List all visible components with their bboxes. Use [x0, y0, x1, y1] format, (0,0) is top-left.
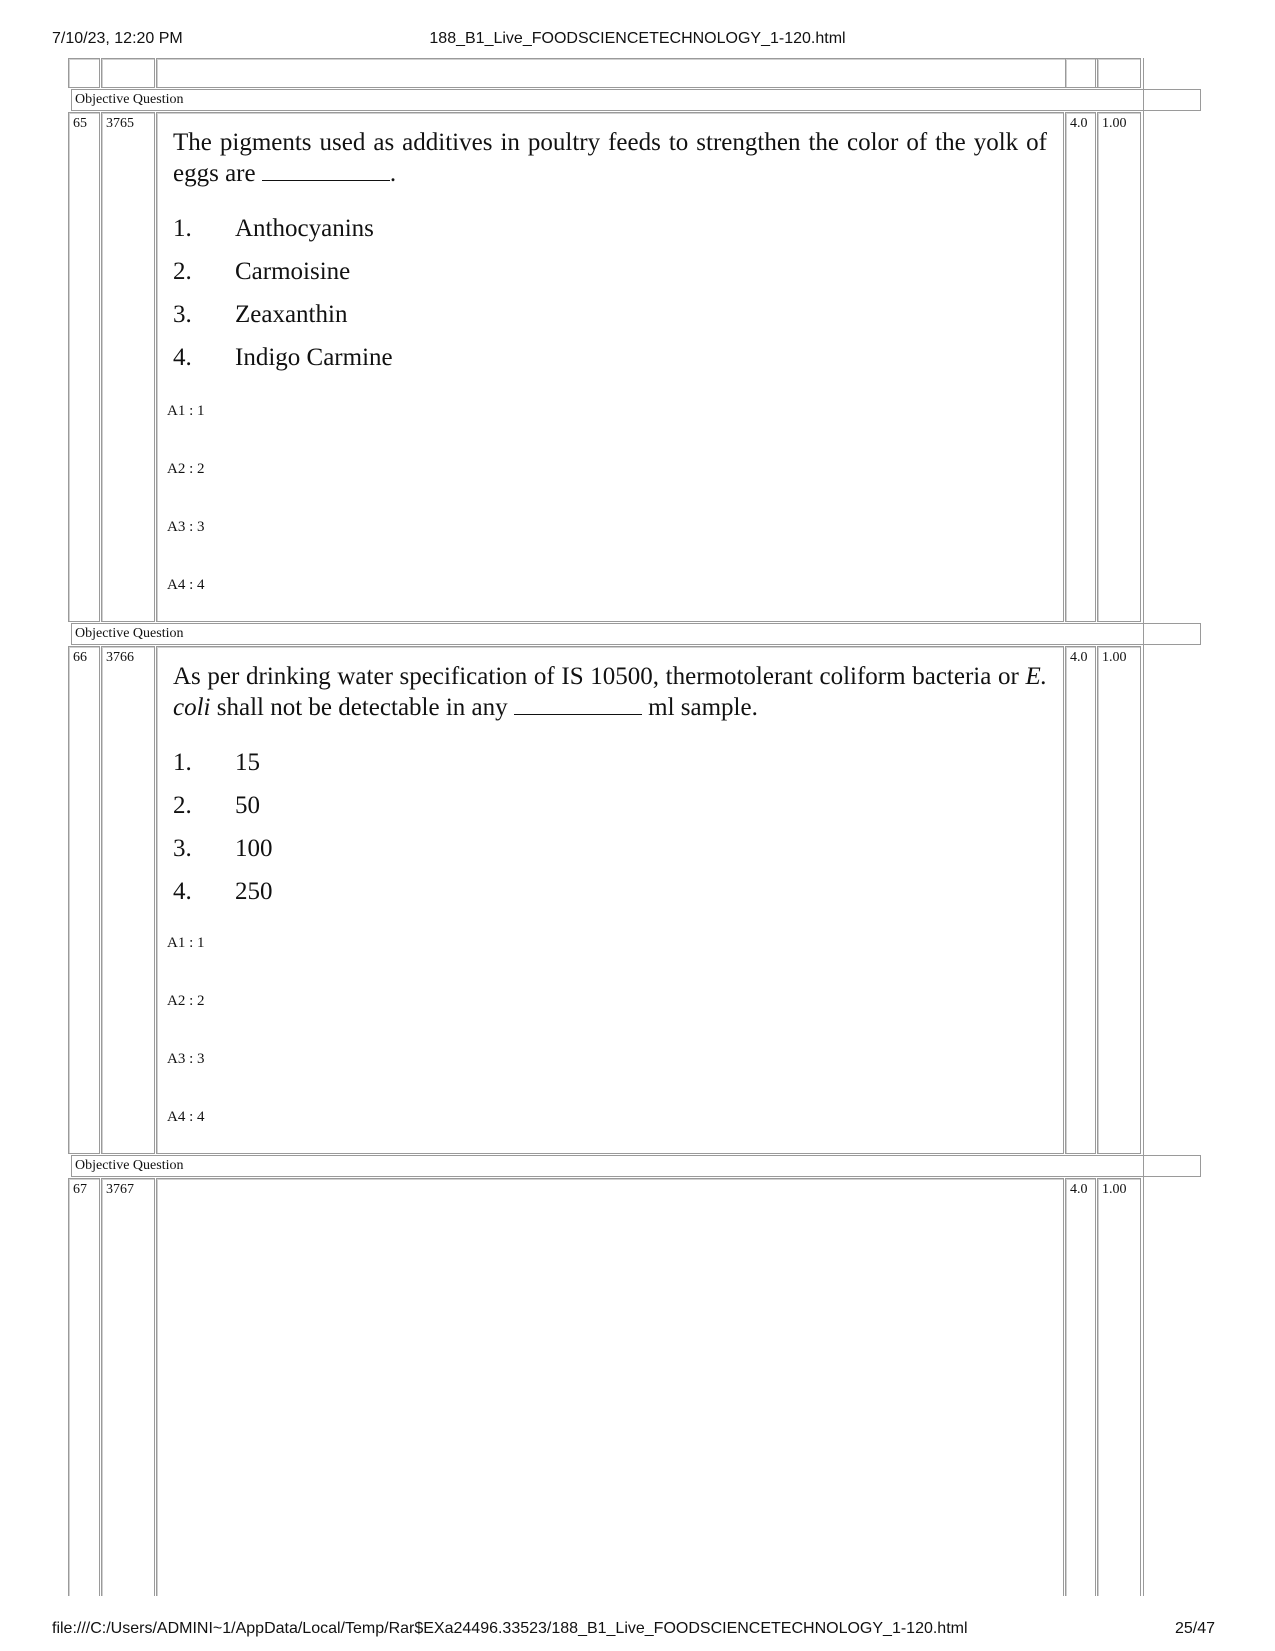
question-body-cell: As per drinking water specification of IS 10500, thermotolerant coliform bacteria or E. coli shall not be detectable in any ml sample. 1. 15 2. 50 3. 100 4. 250 A1 : 1 A2 : 2 A3 : 3 A4 : 4: [156, 646, 1064, 1154]
answer-key: A3 : 3: [167, 519, 205, 535]
question-text: As per drinking water specification of IS 10500, thermotolerant coliform bacteria or E. coli shall not be detectable in any ml sample.: [173, 663, 1047, 721]
answer-key: A1 : 1: [167, 935, 205, 951]
answer-key: A3 : 3: [167, 1051, 205, 1067]
answer-key: A2 : 2: [167, 461, 205, 477]
negative-marks-value: 1.00: [1102, 116, 1127, 131]
answer-key: A4 : 4: [167, 1109, 205, 1125]
marks-value: 4.0: [1070, 650, 1088, 665]
question-body-cell: The pigments used as additives in poultry feeds to strengthen the color of the yolk of eggs are . 1. Anthocyanins 2. Carmoisine 3. Zeaxanthin 4. Indigo Carmine A1 : 1 A2 : 2 A3 : 3 A4 : 4: [156, 112, 1064, 622]
print-file-path: file:///C:/Users/ADMINI~1/AppData/Local/Temp/Rar$EXa24496.33523/188_B1_Live_FOODSCIENCETECHNOLOGY_1-120.html: [52, 1620, 968, 1637]
question-number: 66: [73, 650, 87, 665]
print-page-title: 188_B1_Live_FOODSCIENCETECHNOLOGY_1-120.html: [429, 30, 846, 47]
negative-marks-value: 1.00: [1102, 1182, 1127, 1197]
section-label-q65: Objective Question: [71, 89, 1201, 111]
print-header: [0, 30, 1275, 52]
print-footer: [0, 1620, 1275, 1642]
table-frame: [68, 58, 1144, 1596]
answer-key: A2 : 2: [167, 993, 205, 1009]
answer-key: A1 : 1: [167, 403, 205, 419]
question-id: 3765: [106, 116, 134, 131]
marks-value: 4.0: [1070, 1182, 1088, 1197]
question-id: 3767: [106, 1182, 134, 1197]
question-table: [68, 58, 1204, 1596]
negative-marks-value: 1.00: [1102, 650, 1127, 665]
section-label-q67: Objective Question: [71, 1155, 1201, 1177]
question-text: The pigments used as additives in poultry feeds to strengthen the color of the yolk of eggs are .: [173, 129, 1047, 187]
print-timestamp: 7/10/23, 12:20 PM: [52, 30, 183, 47]
question-id: 3766: [106, 650, 134, 665]
print-page-number: 25/47: [1174, 1620, 1215, 1637]
question-number: 67: [73, 1182, 87, 1197]
answer-key: A4 : 4: [167, 577, 205, 593]
question-number: 65: [73, 116, 87, 131]
marks-value: 4.0: [1070, 116, 1088, 131]
section-label-q66: Objective Question: [71, 623, 1201, 645]
